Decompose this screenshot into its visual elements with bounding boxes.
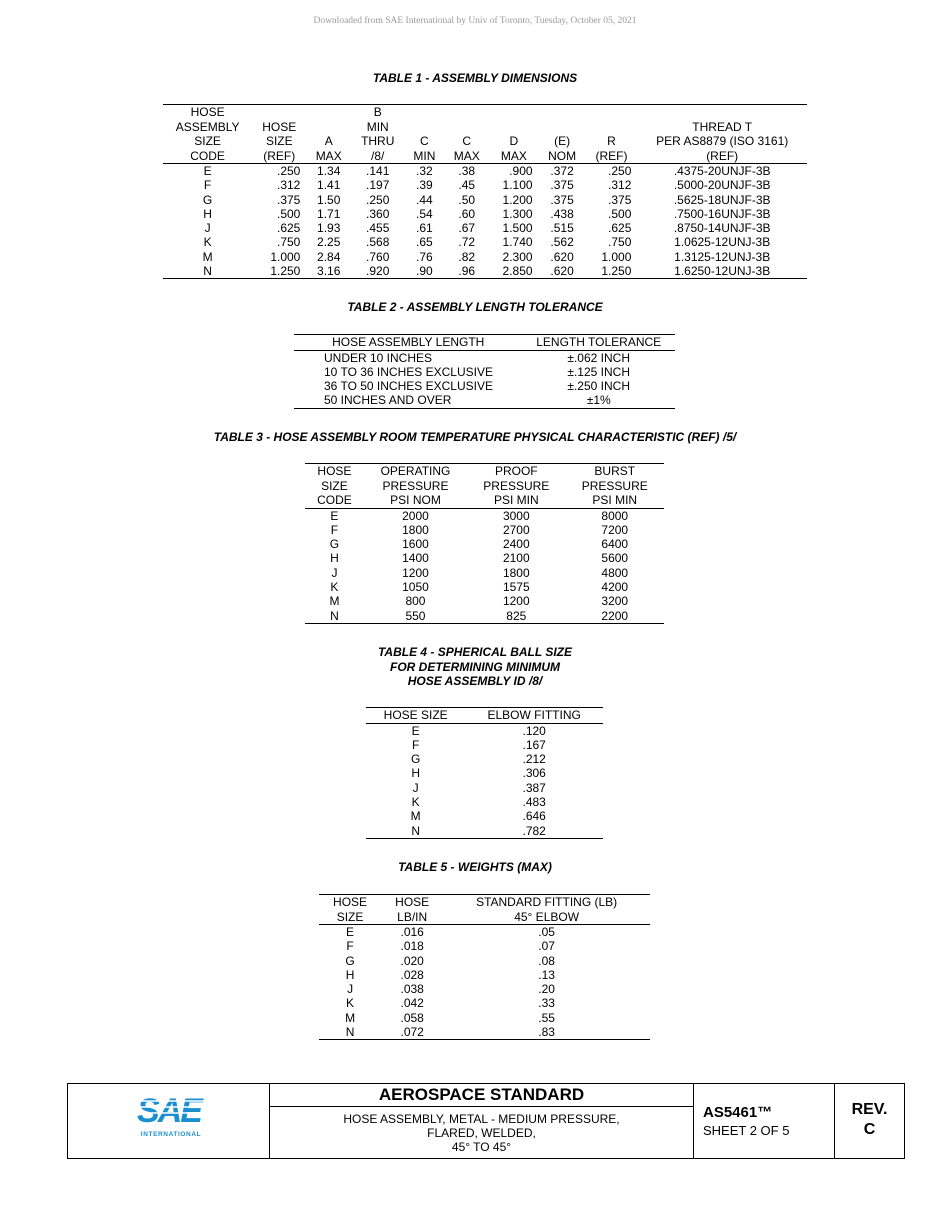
table-cell: .13 — [538, 967, 555, 982]
table-row — [294, 393, 675, 408]
table-cell: .60 — [458, 206, 476, 221]
table-cell: .500 — [608, 206, 632, 221]
table-cell: 1200 — [402, 565, 429, 580]
sae-logo-icon — [68, 1084, 270, 1158]
table-cell: 7200 — [601, 522, 629, 537]
table-row — [319, 1011, 650, 1025]
table-cell: 2400 — [502, 537, 530, 552]
table-cell: .90 — [416, 264, 433, 279]
table-cell: .250 — [276, 164, 301, 178]
column-header: BURST PRESSURE PSI MIN — [566, 464, 664, 509]
table-cell: .5625-18UNJF-3B — [673, 192, 771, 207]
table-row — [305, 523, 664, 537]
table-cell: .312 — [608, 178, 632, 193]
table-cell: .625 — [276, 221, 301, 236]
table-cell: .360 — [366, 206, 390, 221]
table-cell: 1050 — [402, 579, 429, 594]
table-cell: 3000 — [502, 508, 530, 523]
table-cell: E — [330, 508, 339, 523]
table-cell: 1400 — [402, 551, 429, 566]
table-cell: .44 — [416, 192, 433, 207]
table-cell: .438 — [550, 206, 574, 221]
column-header: C MIN — [404, 105, 444, 164]
table-cell: .568 — [366, 235, 390, 250]
table-cell: 1.41 — [317, 178, 341, 193]
table-cell: 2.850 — [502, 264, 533, 279]
table-cell: .5000-20UNJF-3B — [673, 178, 771, 193]
document-number: AS5461™ — [703, 1104, 773, 1121]
table-cell: 50 INCHES AND OVER — [324, 393, 452, 408]
table-cell: 4200 — [601, 579, 629, 594]
sheet-number: SHEET 2 OF 5 — [703, 1123, 790, 1138]
table-cell: .375 — [550, 178, 574, 193]
table-cell: 1.3125-12UNJ-3B — [674, 249, 771, 264]
table1-title: TABLE 1 - ASSEMBLY DIMENSIONS — [372, 71, 578, 85]
table-cell: K — [203, 235, 212, 250]
table-row — [163, 164, 807, 179]
table-cell: K — [346, 996, 355, 1011]
table-cell: 1600 — [402, 537, 429, 552]
table-cell: 1.71 — [317, 206, 341, 221]
table-cell: .750 — [608, 235, 632, 250]
column-header: A MAX — [306, 105, 351, 164]
table-row — [294, 365, 675, 379]
table-cell: 800 — [405, 594, 426, 609]
table-cell: 2000 — [402, 508, 429, 523]
title-block — [67, 1083, 905, 1159]
table-cell: G — [410, 752, 421, 767]
table-cell: .250 — [608, 164, 632, 178]
table-cell: 1.250 — [270, 264, 301, 279]
table-cell: ±.062 INCH — [567, 350, 630, 365]
table-cell: 1.740 — [502, 235, 533, 250]
download-notice: Downloaded from SAE International by Univ of Toronto, Tuesday, October 05, 2021 — [313, 16, 637, 26]
table-cell: 2100 — [502, 551, 530, 566]
table-cell: 1.000 — [601, 249, 632, 264]
table-cell: 3200 — [601, 594, 629, 609]
table-cell: E — [346, 925, 355, 939]
table-cell: M — [345, 1010, 356, 1025]
table-cell: .750 — [276, 235, 301, 250]
table-row — [305, 537, 664, 551]
table-cell: .141 — [366, 164, 390, 178]
table-cell: .61 — [416, 221, 433, 236]
table-cell: .197 — [366, 178, 390, 193]
table-cell: .455 — [366, 221, 390, 236]
table4-title-line: TABLE 4 - SPHERICAL BALL SIZE — [377, 645, 572, 659]
table-row — [319, 982, 650, 996]
sae-logo-letters: SAE — [137, 1092, 201, 1130]
table-cell: .387 — [522, 780, 546, 795]
column-header: HOSE ASSEMBLY SIZE CODE — [163, 105, 252, 164]
column-header: HOSE SIZE — [366, 708, 465, 724]
table-cell: .028 — [400, 967, 424, 982]
table-row — [163, 221, 807, 235]
table4-title-line: HOSE ASSEMBLY ID /8/ — [407, 674, 543, 688]
table-cell: ±1% — [586, 393, 611, 408]
table-cell: 2200 — [601, 608, 629, 623]
table-cell: .08 — [538, 953, 555, 968]
table-row — [366, 752, 603, 766]
table-cell: F — [203, 178, 212, 193]
table-row — [319, 968, 650, 982]
table-cell: 3.16 — [317, 264, 341, 279]
table-row — [319, 954, 650, 968]
table-cell: 1.0625-12UNJ-3B — [674, 235, 771, 250]
table-cell: J — [331, 565, 338, 580]
table-row — [305, 594, 664, 608]
table-cell: .8750-14UNJF-3B — [673, 221, 771, 236]
table-row — [163, 193, 807, 207]
table-cell: .038 — [400, 982, 424, 997]
table-cell: .562 — [550, 235, 574, 250]
table-cell: 550 — [405, 608, 426, 623]
table-cell: .212 — [522, 752, 546, 767]
table-row — [366, 781, 603, 795]
column-header: OPERATING PRESSURE PSI NOM — [364, 464, 467, 509]
table-cell: 825 — [506, 608, 527, 623]
table-cell: F — [330, 522, 339, 537]
table-cell: .72 — [458, 235, 476, 250]
table-cell: .375 — [608, 192, 632, 207]
table-cell: N — [330, 608, 339, 623]
table-row — [163, 178, 807, 192]
table-cell: J — [204, 221, 211, 236]
table-cell: G — [345, 953, 355, 968]
table-cell: H — [203, 206, 212, 221]
table-cell: .50 — [458, 192, 476, 207]
column-header: LENGTH TOLERANCE — [522, 335, 675, 351]
table-cell: 1.200 — [502, 192, 533, 207]
column-header: HOSE SIZE CODE — [305, 464, 364, 509]
column-header: HOSE SIZE — [319, 895, 381, 925]
revision-label: REV. — [851, 1101, 888, 1118]
column-header: HOSE LB/IN — [381, 895, 443, 925]
table-cell: 10 TO 36 INCHES EXCLUSIVE — [324, 364, 493, 379]
table-cell: .620 — [550, 264, 574, 279]
table-row — [163, 264, 807, 279]
table-row — [163, 207, 807, 221]
table-row — [294, 350, 675, 365]
table-cell: .67 — [458, 221, 476, 236]
table-cell: .55 — [538, 1010, 555, 1025]
table-cell: .782 — [522, 823, 546, 838]
table-cell: N — [345, 1025, 355, 1040]
table-cell: .920 — [366, 264, 390, 279]
column-header: D MAX — [489, 105, 538, 164]
table-cell: .500 — [276, 206, 301, 221]
column-header: R (REF) — [586, 105, 638, 164]
column-header: (E) NOM — [539, 105, 586, 164]
table-cell: .7500-16UNJF-3B — [673, 206, 771, 221]
table-cell: K — [411, 794, 420, 809]
table-row — [163, 250, 807, 264]
table-cell: .016 — [400, 925, 424, 939]
table-cell: .483 — [522, 794, 546, 809]
table-cell: F — [411, 737, 420, 752]
table-row — [163, 235, 807, 249]
assembly-dimensions-table — [163, 104, 807, 279]
table-cell: J — [347, 982, 354, 997]
table-cell: .375 — [276, 192, 301, 207]
table-row — [319, 939, 650, 953]
table-row — [366, 795, 603, 809]
document-id-cell — [694, 1084, 835, 1158]
length-tolerance-table — [294, 334, 675, 409]
standard-subtitle-line: 45° TO 45° — [451, 1140, 512, 1154]
column-header: HOSE SIZE (REF) — [252, 105, 306, 164]
table-cell: ±.250 INCH — [567, 379, 630, 394]
table-cell: .96 — [458, 264, 476, 279]
revision-value: C — [863, 1121, 876, 1138]
table-row — [319, 996, 650, 1010]
table-row — [366, 723, 603, 738]
table-cell: .620 — [550, 249, 574, 264]
table-cell: F — [346, 939, 354, 954]
table-cell: .042 — [400, 996, 424, 1011]
column-header: B MIN THRU /8/ — [351, 105, 404, 164]
table-cell: .83 — [538, 1025, 555, 1040]
table-cell: .900 — [509, 164, 533, 178]
standard-subtitle-line: FLARED, WELDED, — [427, 1126, 536, 1140]
table-cell: .45 — [458, 178, 476, 193]
table-cell: .306 — [522, 766, 546, 781]
table-row — [366, 824, 603, 839]
table-cell: .372 — [550, 164, 574, 178]
table-cell: .018 — [400, 939, 424, 954]
table-cell: 1.93 — [317, 221, 341, 236]
table-cell: 2.300 — [502, 249, 533, 264]
column-header: C MAX — [444, 105, 489, 164]
table-cell: 4800 — [601, 565, 629, 580]
revision-cell — [835, 1084, 904, 1158]
sae-logo — [68, 1084, 270, 1158]
table-cell: 1.34 — [317, 164, 341, 178]
table-row — [366, 738, 603, 752]
table-cell: 5600 — [601, 551, 629, 566]
table-cell: 1.50 — [317, 192, 341, 207]
table-row — [366, 809, 603, 823]
table-cell: UNDER 10 INCHES — [324, 350, 433, 365]
table-cell: .646 — [522, 809, 546, 824]
table3-title: TABLE 3 - HOSE ASSEMBLY ROOM TEMPERATURE PHYSICAL CHARACTERISTIC (REF) /5/ — [213, 430, 737, 444]
table-cell: 6400 — [601, 537, 629, 552]
table-cell: 1575 — [502, 579, 530, 594]
table-cell: .250 — [366, 192, 390, 207]
sae-logo-subtitle: INTERNATIONAL — [140, 1131, 202, 1138]
table-cell: 2700 — [502, 522, 530, 537]
table-cell: .020 — [400, 953, 424, 968]
table-cell: 1.100 — [502, 178, 533, 193]
table-cell: .625 — [608, 221, 632, 236]
table2-title: TABLE 2 - ASSEMBLY LENGTH TOLERANCE — [347, 300, 603, 314]
table-cell: 1800 — [402, 522, 429, 537]
table-row — [305, 609, 664, 624]
table-cell: .05 — [538, 925, 555, 939]
table-row — [319, 1025, 650, 1040]
table-cell: .32 — [416, 164, 433, 178]
table-cell: .072 — [400, 1025, 424, 1040]
table4-title-line: FOR DETERMINING MINIMUM — [390, 659, 560, 674]
table-cell: .760 — [366, 249, 390, 264]
column-header: PROOF PRESSURE PSI MIN — [467, 464, 565, 509]
table-cell: 1.250 — [601, 264, 632, 279]
table-cell: .4375-20UNJF-3B — [673, 164, 771, 178]
table-cell: 1800 — [502, 565, 530, 580]
column-header: THREAD T PER AS8879 (ISO 3161) (REF) — [637, 105, 807, 164]
table-cell: H — [411, 766, 420, 781]
table-cell: N — [203, 264, 212, 279]
column-header: ELBOW FITTING — [465, 708, 603, 724]
table-cell: 1200 — [502, 594, 530, 609]
column-header: STANDARD FITTING (LB) 45° ELBOW — [443, 895, 650, 925]
table-cell: .65 — [416, 235, 433, 250]
table-cell: .375 — [550, 192, 574, 207]
table-cell: .120 — [522, 723, 546, 738]
table5-title: TABLE 5 - WEIGHTS (MAX) — [398, 860, 552, 874]
table-cell: .312 — [276, 178, 301, 193]
table-cell: H — [345, 967, 355, 982]
table-cell: ±.125 INCH — [567, 364, 630, 379]
table-cell: E — [411, 723, 420, 738]
table-cell: 2.25 — [317, 235, 341, 250]
table-cell: M — [202, 249, 213, 264]
table-cell: .167 — [522, 737, 546, 752]
table-cell: M — [329, 594, 340, 609]
table-cell: 1.300 — [502, 206, 533, 221]
table-cell: 36 TO 50 INCHES EXCLUSIVE — [324, 379, 493, 394]
table-cell: N — [411, 823, 420, 838]
table-cell: G — [202, 192, 213, 207]
table-row — [305, 508, 664, 523]
table-row — [366, 766, 603, 780]
standard-subtitle-line: HOSE ASSEMBLY, METAL - MEDIUM PRESSURE, — [343, 1112, 620, 1126]
table-cell: K — [330, 579, 339, 594]
table-cell: J — [412, 780, 419, 795]
table-row — [305, 551, 664, 565]
table-cell: .38 — [458, 164, 476, 178]
table4-title — [0, 645, 950, 689]
table-cell: M — [410, 809, 421, 824]
spherical-ball-size-table — [366, 707, 603, 839]
column-header: HOSE ASSEMBLY LENGTH — [294, 335, 522, 351]
table-cell: .515 — [550, 221, 574, 236]
table-cell: 1.6250-12UNJ-3B — [674, 264, 771, 279]
table-cell: .82 — [458, 249, 476, 264]
weights-table — [319, 894, 650, 1040]
table-cell: 8000 — [601, 508, 629, 523]
table-row — [305, 566, 664, 580]
table-cell: 1.500 — [502, 221, 533, 236]
standard-heading: AEROSPACE STANDARD — [270, 1084, 693, 1107]
table-cell: G — [329, 537, 340, 552]
physical-characteristic-table — [305, 463, 664, 624]
table-cell: .07 — [538, 939, 555, 954]
standard-title-cell — [270, 1084, 694, 1158]
table-row — [294, 379, 675, 393]
table-row — [319, 925, 650, 940]
table-cell: 1.000 — [270, 249, 301, 264]
table-cell: .058 — [400, 1010, 424, 1025]
table-cell: .76 — [416, 249, 433, 264]
table-cell: H — [330, 551, 339, 566]
table-cell: E — [203, 164, 212, 178]
table-cell: .20 — [538, 982, 555, 997]
table-cell: .33 — [538, 996, 555, 1011]
table-cell: 2.84 — [317, 249, 341, 264]
table-cell: .54 — [416, 206, 433, 221]
table-row — [305, 580, 664, 594]
table-cell: .39 — [416, 178, 433, 193]
